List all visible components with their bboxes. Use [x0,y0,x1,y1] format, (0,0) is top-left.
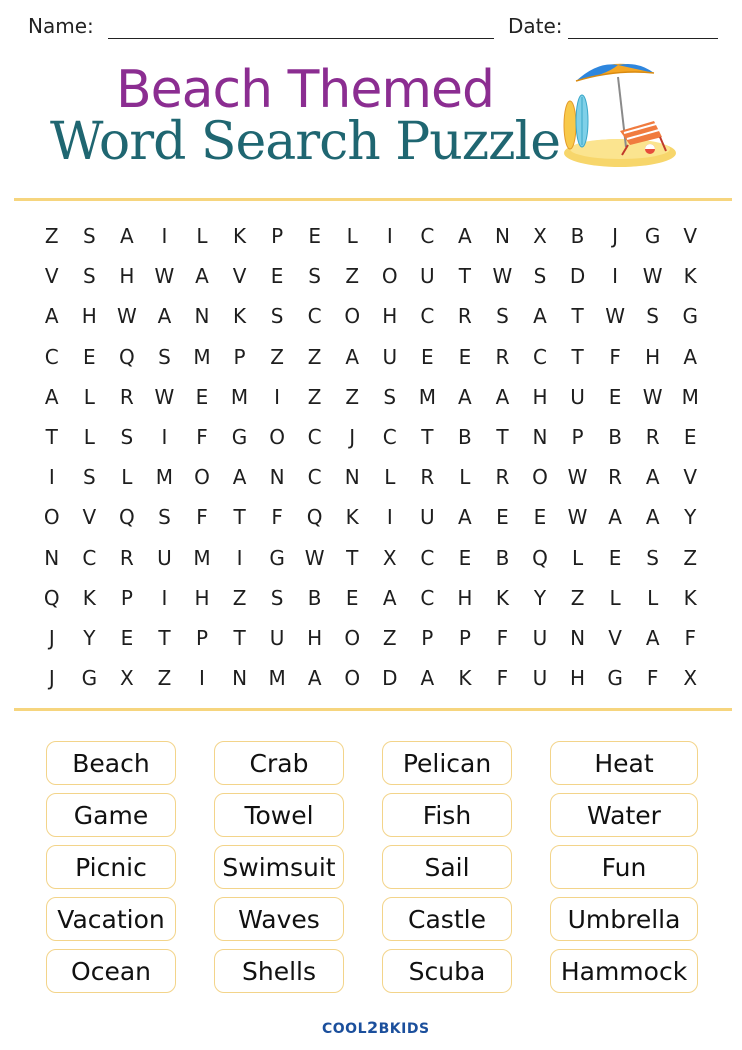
grid-letter[interactable]: R [608,465,623,490]
grid-letter[interactable]: X [120,666,134,691]
bottom-divider [14,708,732,711]
grid-letter[interactable]: V [683,465,698,490]
grid-letter[interactable]: I [161,585,168,610]
grid-letter[interactable]: H [194,585,210,610]
grid-letter[interactable]: O [532,465,548,490]
grid-letter[interactable]: A [157,304,172,329]
grid-letter[interactable]: V [608,625,622,650]
grid-letter[interactable]: Y [83,625,96,650]
grid-letter[interactable]: Z [157,666,172,691]
grid-letter[interactable]: T [496,425,509,450]
grid-letter[interactable]: W [642,384,663,409]
grid-letter[interactable]: M [230,384,249,409]
word-sail: Sail [382,845,512,889]
grid-letter[interactable]: S [82,465,96,490]
grid-letter[interactable]: B [608,425,622,450]
grid-letter[interactable]: T [458,264,471,289]
grid-letter[interactable]: A [382,585,397,610]
grid-letter[interactable]: K [495,585,509,610]
word-castle: Castle [382,897,512,941]
grid-letter[interactable]: O [381,264,398,289]
grid-letter[interactable]: W [116,304,137,329]
grid-letter[interactable]: C [420,545,435,570]
grid-letter[interactable]: N [232,666,248,691]
grid-letter[interactable]: X [533,224,547,249]
grid-letter[interactable]: Z [345,264,360,289]
grid-letter[interactable]: Q [306,505,323,530]
grid-letter[interactable]: W [567,465,588,490]
grid-letter[interactable]: S [82,264,96,289]
grid-letter[interactable]: R [495,465,510,490]
grid-letter[interactable]: C [420,304,435,329]
grid-letter[interactable]: T [421,425,434,450]
grid-letter[interactable]: Y [684,505,697,530]
word-scuba: Scuba [382,949,512,993]
grid-letter[interactable]: S [533,264,547,289]
grid-letter[interactable]: L [384,465,396,490]
grid-letter[interactable]: F [496,625,509,650]
grid-letter[interactable]: K [345,505,359,530]
grid-letter[interactable]: F [196,505,208,530]
grid-letter[interactable]: E [421,344,434,369]
name-field[interactable] [108,38,494,39]
grid-letter[interactable]: H [645,344,661,369]
grid-letter[interactable]: A [495,384,510,409]
grid-letter[interactable]: A [232,465,247,490]
grid-letter[interactable]: T [45,425,58,450]
grid-letter[interactable]: G [644,224,661,249]
grid-letter[interactable]: L [609,585,621,610]
name-date-bar [28,10,718,42]
grid-letter[interactable]: W [567,505,588,530]
grid-letter[interactable]: L [121,465,133,490]
letter-grid [33,216,709,698]
grid-letter[interactable]: L [196,224,208,249]
grid-letter[interactable]: E [533,505,547,530]
grid-letter[interactable]: U [532,625,548,650]
grid-letter[interactable]: C [82,545,97,570]
word-swimsuit: Swimsuit [214,845,344,889]
grid-letter[interactable]: K [458,666,472,691]
word-fish: Fish [382,793,512,837]
grid-letter[interactable]: K [683,264,697,289]
grid-letter[interactable]: I [386,505,393,530]
grid-letter[interactable]: N [494,224,510,249]
grid-letter[interactable]: A [195,264,209,289]
beach-umbrella-icon [558,55,678,175]
grid-letter[interactable]: O [344,625,361,650]
grid-letter[interactable]: M [193,545,211,570]
grid-letter[interactable]: S [646,304,659,329]
grid-letter[interactable]: K [232,304,247,329]
grid-letter[interactable]: P [233,344,246,369]
grid-letter[interactable]: Q [119,505,135,530]
word-water: Water [550,793,698,837]
grid-letter[interactable]: C [420,224,435,249]
grid-letter[interactable]: A [645,625,660,650]
grid-letter[interactable]: H [570,666,586,691]
grid-letter[interactable]: Z [382,625,397,650]
grid-letter[interactable]: T [158,625,171,650]
grid-letter[interactable]: Z [570,585,585,610]
grid-letter[interactable]: A [533,304,547,329]
grid-letter[interactable]: R [457,304,472,329]
grid-letter[interactable]: I [161,425,168,450]
grid-letter[interactable]: O [269,425,285,450]
grid-letter[interactable]: V [683,224,698,249]
grid-letter[interactable]: F [271,505,283,530]
grid-letter[interactable]: H [307,625,323,650]
word-picnic: Picnic [46,845,176,889]
grid-letter[interactable]: J [612,224,619,249]
grid-letter[interactable]: C [307,465,322,490]
grid-letter[interactable]: H [532,384,548,409]
grid-letter[interactable]: E [608,545,622,570]
grid-letter[interactable]: P [120,585,133,610]
grid-letter[interactable]: U [157,545,172,570]
grid-letter[interactable]: I [48,465,55,490]
word-list [46,741,700,993]
grid-letter[interactable]: Z [345,384,360,409]
title-line-2: Word Search Puzzle [50,112,560,172]
grid-letter[interactable]: T [346,545,359,570]
grid-letter[interactable]: I [199,666,205,691]
grid-letter[interactable]: Y [533,585,547,610]
grid-letter[interactable]: U [420,505,435,530]
grid-letter[interactable]: H [81,304,97,329]
date-field[interactable] [568,38,718,39]
grid-letter[interactable]: N [44,545,60,570]
word-fun: Fun [550,845,698,889]
grid-letter[interactable]: Z [307,344,322,369]
grid-letter[interactable]: R [119,545,134,570]
grid-letter[interactable]: A [420,666,435,691]
grid-letter[interactable]: W [605,304,625,329]
grid-letter[interactable]: B [570,224,585,249]
grid-letter[interactable]: L [346,224,358,249]
grid-letter[interactable]: O [194,465,210,490]
grid-letter[interactable]: M [268,666,286,691]
date-label: Date: [508,14,563,38]
grid-letter[interactable]: A [345,344,360,369]
grid-letter[interactable]: U [532,666,548,691]
grid-letter[interactable]: C [382,425,397,450]
grid-letter[interactable]: A [458,224,472,249]
grid-letter[interactable]: A [608,505,622,530]
grid-letter[interactable]: K [82,585,96,610]
grid-letter[interactable]: O [344,666,361,691]
grid-letter[interactable]: V [82,505,97,530]
name-label: Name: [28,14,94,38]
grid-letter[interactable]: I [386,224,393,249]
grid-letter[interactable]: L [83,425,95,450]
grid-letter[interactable]: A [120,224,134,249]
grid-letter[interactable]: I [612,264,619,289]
grid-letter[interactable]: U [420,264,435,289]
grid-letter[interactable]: L [83,384,95,409]
grid-letter[interactable]: C [420,585,435,610]
cool2bkids-logo: COOL2BKIDS [322,1018,430,1037]
grid-letter[interactable]: E [270,264,284,289]
grid-letter[interactable]: Z [683,545,698,570]
grid-letter[interactable]: Z [307,384,322,409]
grid-letter[interactable]: W [154,264,175,289]
grid-letter[interactable]: U [382,344,398,369]
grid-letter[interactable]: J [349,425,356,450]
grid-letter[interactable]: W [154,384,175,409]
grid-letter[interactable]: G [231,425,248,450]
grid-letter[interactable]: S [120,425,134,450]
grid-letter[interactable]: K [232,224,247,249]
grid-letter[interactable]: D [382,666,398,691]
grid-letter[interactable]: W [492,264,513,289]
grid-letter[interactable]: P [421,625,434,650]
grid-letter[interactable]: C [44,344,59,369]
grid-letter[interactable]: P [271,224,284,249]
grid-letter[interactable]: C [533,344,547,369]
grid-letter[interactable]: E [195,384,209,409]
grid-letter[interactable]: S [270,304,284,329]
grid-letter[interactable]: E [120,625,134,650]
grid-letter[interactable]: Z [44,224,59,249]
grid-letter[interactable]: N [344,465,360,490]
grid-letter[interactable]: P [195,625,209,650]
top-divider [14,198,732,201]
grid-letter[interactable]: K [683,585,697,610]
word-waves: Waves [214,897,344,941]
grid-letter[interactable]: I [274,384,281,409]
grid-letter[interactable]: P [458,625,471,650]
word-towel: Towel [214,793,344,837]
word-pelican: Pelican [382,741,512,785]
grid-letter[interactable]: S [270,585,284,610]
grid-letter[interactable]: B [307,585,322,610]
grid-letter[interactable]: E [683,425,697,450]
grid-letter[interactable]: C [307,425,322,450]
grid-letter[interactable]: A [683,344,698,369]
grid-letter[interactable]: V [232,264,247,289]
grid-letter[interactable]: A [645,505,660,530]
grid-letter[interactable]: D [569,264,586,289]
grid-letter[interactable]: T [571,344,584,369]
grid-letter[interactable]: S [646,545,659,570]
word-heat: Heat [550,741,698,785]
grid-letter[interactable]: J [48,666,55,691]
word-shells: Shells [214,949,344,993]
grid-letter[interactable]: M [155,465,174,490]
grid-letter[interactable]: R [119,384,134,409]
word-ocean: Ocean [46,949,176,993]
grid-letter[interactable]: L [647,585,659,610]
grid-letter[interactable]: Q [119,344,135,369]
grid-letter[interactable]: H [119,264,135,289]
grid-letter[interactable]: F [609,344,621,369]
grid-letter[interactable]: F [646,666,659,691]
grid-letter[interactable]: W [642,264,663,289]
grid-letter[interactable]: S [158,344,171,369]
grid-letter[interactable]: E [83,344,96,369]
word-vacation: Vacation [46,897,176,941]
grid-letter[interactable]: W [304,545,325,570]
grid-letter[interactable]: H [382,304,398,329]
grid-letter[interactable]: T [571,304,584,329]
grid-letter[interactable]: F [684,625,696,650]
grid-letter[interactable]: M [418,384,436,409]
grid-letter[interactable]: Z [232,585,247,610]
grid-letter[interactable]: A [307,666,322,691]
grid-letter[interactable]: M [681,384,699,409]
grid-letter[interactable]: T [233,505,246,530]
grid-letter[interactable]: N [194,304,210,329]
grid-letter[interactable]: E [308,224,321,249]
grid-letter[interactable]: Q [43,585,60,610]
grid-letter[interactable]: G [682,304,698,329]
grid-letter[interactable]: S [496,304,509,329]
grid-letter[interactable]: E [345,585,359,610]
grid-letter[interactable]: F [496,666,509,691]
grid-letter[interactable]: T [233,625,246,650]
grid-letter[interactable]: R [645,425,660,450]
grid-letter[interactable]: E [496,505,509,530]
grid-letter[interactable]: B [495,545,510,570]
grid-letter[interactable]: X [683,666,698,691]
grid-letter[interactable]: M [193,344,211,369]
grid-letter[interactable]: A [44,304,59,329]
grid-letter[interactable]: X [382,545,397,570]
grid-letter[interactable]: S [383,384,397,409]
grid-letter[interactable]: S [82,224,96,249]
grid-letter[interactable]: H [457,585,473,610]
grid-letter[interactable]: A [458,505,472,530]
grid-letter[interactable]: A [44,384,59,409]
grid-letter[interactable]: E [458,545,472,570]
grid-letter[interactable]: R [420,465,435,490]
grid-letter[interactable]: E [458,344,472,369]
grid-letter[interactable]: G [81,666,98,691]
grid-letter[interactable]: G [269,545,285,570]
grid-letter[interactable]: I [161,224,168,249]
word-game: Game [46,793,176,837]
grid-letter[interactable]: I [236,545,243,570]
grid-letter[interactable]: F [196,425,208,450]
grid-letter[interactable]: Q [532,545,548,570]
word-crab: Crab [214,741,344,785]
word-beach: Beach [46,741,176,785]
grid-letter[interactable]: C [307,304,322,329]
grid-letter[interactable]: G [607,666,623,691]
word-umbrella: Umbrella [550,897,698,941]
grid-letter[interactable]: A [458,384,472,409]
grid-letter[interactable]: O [344,304,361,329]
grid-letter[interactable]: A [645,465,660,490]
grid-letter[interactable]: L [459,465,471,490]
grid-letter[interactable]: Z [270,344,284,369]
grid-letter[interactable]: U [570,384,585,409]
grid-letter[interactable]: N [269,465,285,490]
grid-letter[interactable]: S [158,505,171,530]
grid-letter[interactable]: L [571,545,584,570]
grid-letter[interactable]: N [570,625,586,650]
word-hammock: Hammock [550,949,698,993]
grid-letter[interactable]: J [48,625,55,650]
grid-letter[interactable]: P [571,425,584,450]
grid-letter[interactable]: R [495,344,510,369]
grid-letter[interactable]: E [608,384,622,409]
title-line-1: Beach Themed [116,60,494,120]
grid-letter[interactable]: V [44,264,59,289]
grid-letter[interactable]: U [269,625,285,650]
grid-letter[interactable]: S [308,264,321,289]
grid-letter[interactable]: O [43,505,60,530]
grid-letter[interactable]: B [458,425,472,450]
grid-letter[interactable]: N [532,425,548,450]
